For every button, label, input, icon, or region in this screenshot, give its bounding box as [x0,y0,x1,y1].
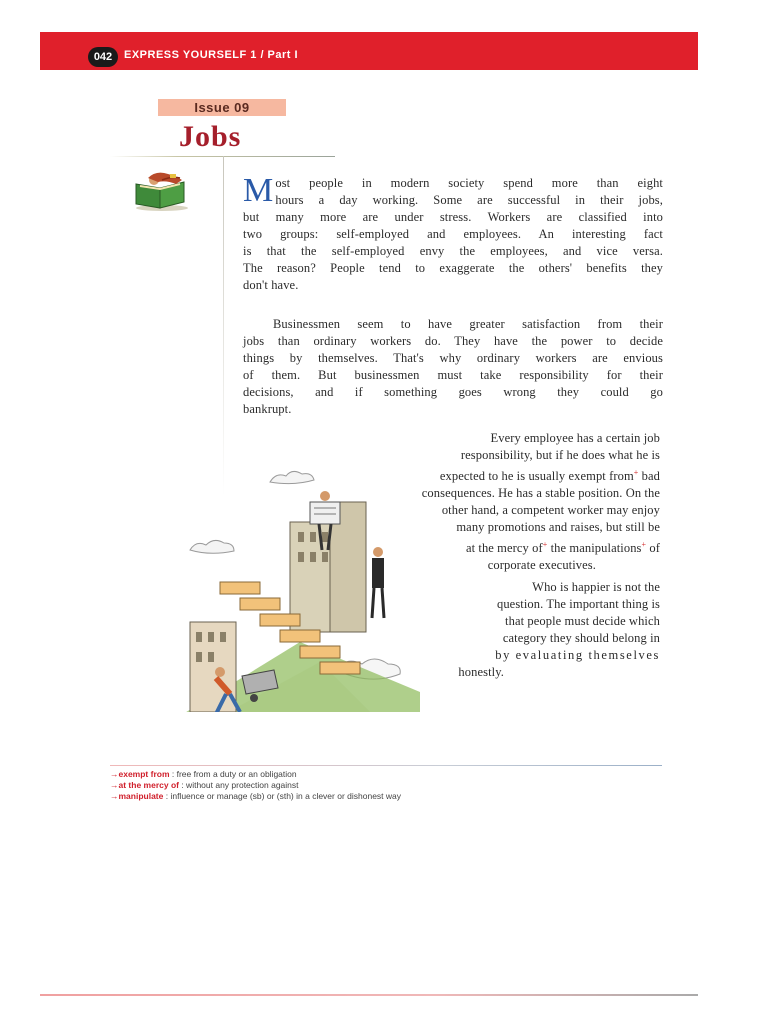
paragraph-line: Every employee has a certain job [490,431,660,445]
paragraph-line: corporate executives. [487,558,596,573]
footnote-marker: + [542,540,548,550]
glossary-definition: : free from a duty or an obligation [169,769,297,779]
paragraph-line: consequences. He has a stable position. On the [421,486,660,501]
paragraph-line: Businessmen seem to have greater satisfaction from their [273,317,663,331]
glossary-term: →exempt from [110,769,170,779]
paragraph-line: is that the self-employed envy the employees, and vice versa. [243,244,663,258]
glossary-item [110,769,401,780]
paragraph-2 [243,316,663,418]
paragraph-line: Who is happier is not the [532,580,660,594]
article-title: Jobs [179,120,242,153]
paragraph-line: other hand, a competent worker may enjoy [441,503,660,518]
paragraph-line: jobs than ordinary workers do. They have the power to decide [243,334,663,348]
issue-label: Issue 09 [158,99,286,116]
paragraph-line: by evaluating themselves [495,648,660,662]
paragraph-line: things by themselves. That's why ordinary workers are envious [243,351,663,365]
paragraph-line: but many more are under stress. Workers are classified into [243,210,663,224]
glossary-definition: : without any protection against [178,780,299,790]
document-page [40,32,698,1022]
paragraph-4 [430,579,660,681]
footnote-marker: + [641,540,647,550]
glossary-term: →manipulate [110,791,164,801]
glossary [110,769,401,802]
paragraph-line: The reason? People tend to exaggerate the others' benefits they [243,261,663,275]
glossary-definition: : influence or manage (sb) or (sth) in a clever or dishonest way [163,791,402,801]
footnote-marker: + [633,468,639,477]
page-number-badge: 042 [88,47,118,67]
paragraph-line: responsibility, but if he does what he is [460,448,660,462]
paragraph-3 [330,430,660,574]
glossary-item [110,791,401,802]
paragraph-line: ost people in modern society spend more than eight [275,176,663,190]
paragraph-line: at the mercy of+ the manipulations+ of [465,540,660,556]
paragraph-line: that people must decide which [505,614,660,628]
paragraph-line: decisions, and if something goes wrong they could go [243,385,663,399]
paragraph-line: hours a day working. Some are successful in their jobs, [275,193,663,207]
glossary-divider [110,765,662,766]
paragraph-line: question. The important thing is [496,597,660,611]
dropcap: M [243,172,274,209]
paragraph-line: many promotions and raises, but still be [456,520,660,535]
glossary-item [110,780,401,791]
paragraph-line: expected to he is usually exempt from+ bad [439,468,660,484]
paragraph-line: of them. But businessmen must take responsibility for their [243,368,663,382]
book-reading-icon [132,170,190,212]
paragraph-line: two groups: self-employed and employees. An interesting fact [243,227,663,241]
paragraph-line: don't have. [243,278,299,292]
paragraph-line: honestly. [458,665,504,679]
paragraph-line: category they should belong in [502,631,660,645]
glossary-term: →at the mercy of [110,780,179,790]
bottom-divider [40,994,698,996]
paragraph-line: bankrupt. [243,402,292,416]
header-title: EXPRESS YOURSELF 1 / Part I [124,49,299,61]
paragraph-1 [243,172,663,294]
